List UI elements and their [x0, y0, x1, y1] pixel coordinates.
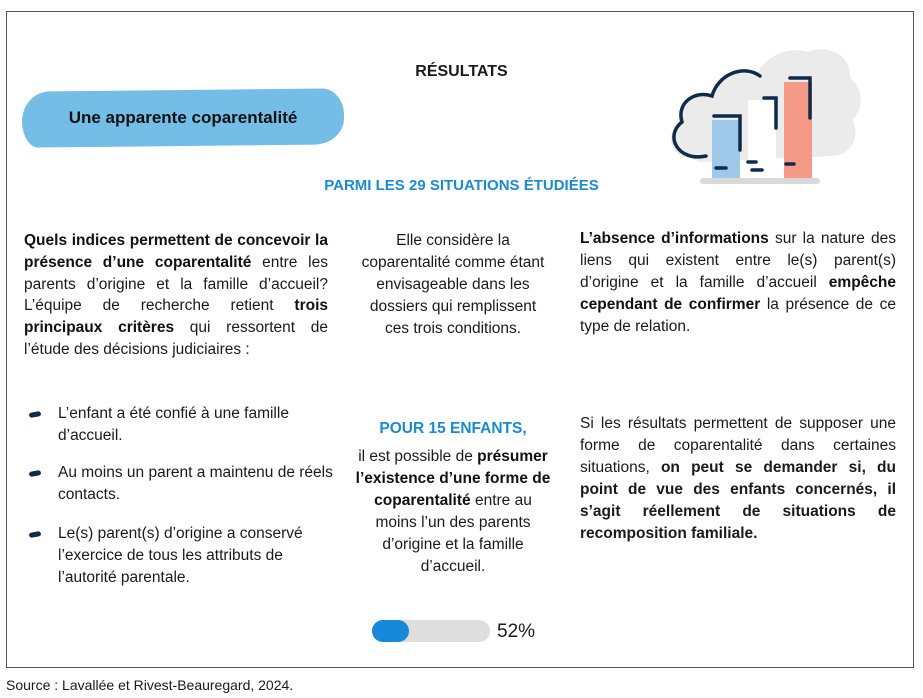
middle-body [355, 446, 551, 578]
criteria-item-text: Au moins un parent a maintenu de réels contacts. [58, 464, 333, 503]
middle-top-text: Elle considère la coparentalité comme étant envisageable dans les dossiers qui remplissent ces trois conditions. [361, 232, 545, 337]
progress-bar-fill [372, 620, 409, 642]
criteria-item-text: L’enfant a été confié à une famille d’accueil. [58, 405, 289, 444]
page-title: RÉSULTATS [415, 63, 508, 80]
left-intro-part: entre les parents d’origine et la famille d’accueil? L’équipe de recherche retient [24, 253, 328, 315]
right-paragraph-part: empêche cependant de confirmer [580, 274, 896, 313]
right-paragraph-2 [580, 413, 896, 545]
section-pill-label: Une apparente coparentalité [68, 108, 298, 127]
middle-highlight-heading: POUR 15 ENFANTS, [379, 420, 527, 437]
right-paragraph-part: Si les résultats permettent de supposer une forme de coparentalité dans certaines situations, [580, 415, 896, 476]
right-paragraph-part: la présence de ce type de relation. [580, 296, 896, 335]
right-paragraph-part: L’absence d’informations [580, 230, 769, 247]
right-paragraph-part: on peut se demander si, du point de vue des enfants concernés, il s’agit réellement de situations de recomposition familiale. [580, 459, 896, 542]
criteria-item-text: Le(s) parent(s) d’origine a conservé l’exercice de tous les attributs de l’autorité parentale. [58, 525, 303, 586]
bar-chart-cloud-illustration-icon [660, 38, 865, 188]
left-intro-part: Quels indices permettent de concevoir la présence d’une coparentalité [24, 232, 328, 271]
right-paragraph-1 [580, 228, 896, 338]
left-intro-part: trois principaux critères [24, 297, 328, 337]
subheading: PARMI LES 29 SITUATIONS ÉTUDIÉES [324, 177, 599, 194]
progress-label: 52% [497, 621, 536, 642]
right-paragraph-part: sur la nature des liens qui existent entre le(s) parent(s) d’origine et la famille d’accueil [580, 230, 897, 291]
middle-body-part: il est possible de [358, 448, 478, 465]
middle-body-part: entre au moins l’un des parents d’origine et la famille d’accueil. [375, 492, 532, 575]
left-intro-part: qui ressortent de l’étude des décisions judiciaires : [24, 319, 329, 358]
progress-bar [372, 620, 490, 642]
middle-body-part: présumer l’existence d’une forme de coparentalité [355, 448, 551, 509]
source-note: Source : Lavallée et Rivest-Beauregard, 2024. [6, 677, 294, 693]
left-intro [24, 230, 328, 361]
